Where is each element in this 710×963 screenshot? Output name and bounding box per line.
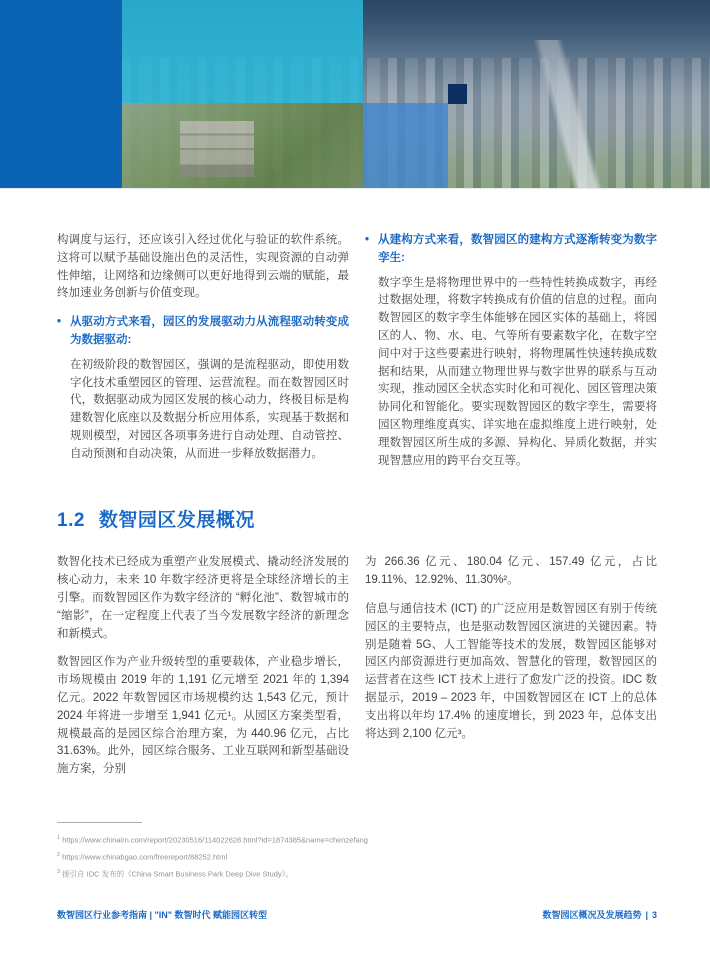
bullet-dot-icon: • [365, 234, 370, 246]
top-right-column [365, 232, 657, 481]
header-collage [0, 0, 710, 189]
section-paragraph-2: 数智园区作为产业升级转型的重要载体，产业稳步增长，市场规模由 2019 年的 1,191 亿元增至 2021 年的 1,394 亿元。2022 年数智园区市场规模约达 1,543 亿元，预计 2024 年将进一步增至 1,941 亿元¹。从园区方案类型看，规模最高的是园区综合治理方案，为 440.96 亿元，占比 31.63%。此外，园区综合服务、工业互联网和新型基础设施方案，分别 [57, 656, 350, 776]
section-left-column [57, 554, 349, 790]
footnote-2 [57, 848, 617, 865]
footnote-2-marker: 2 [57, 852, 61, 858]
footnote-divider [57, 822, 142, 823]
section-paragraph-3: 为 266.36 亿元、180.04 亿元、157.49 亿元，占比 19.11%、12.92%、11.30%²。 [365, 556, 657, 587]
footer-page-number: 3 [651, 909, 657, 920]
footer-chapter-label: 数智园区概况及发展趋势 [542, 910, 642, 920]
footnote-2-url[interactable]: https://www.chinabgao.com/freereport/88252.html [62, 852, 228, 862]
photo-greenery [122, 103, 363, 188]
bullet-driver-mode-body: 在初级阶段的数智园区，强调的是流程驱动，即使用数字化技术重塑园区的管理、运营流程。而在数智园区时代，数据驱动成为园区发展的核心动力，终极目标是构建数智化底座以及数据分析应用体系，实现基于数据和规则模型，对园区各项事务进行自动处理、自动管控、自动预测和自动决策，从而进一步释放数据潜力。 [70, 358, 349, 460]
bullet-driver-mode-label: 从驱动方式来看，园区的发展驱动力从流程驱动转变成为数据驱动: [70, 316, 349, 346]
bullet-driver-mode [57, 314, 349, 350]
photo-building [180, 121, 254, 177]
footnote-1-marker: 1 [57, 835, 61, 841]
footnote-3 [57, 865, 617, 882]
bullet-construction-mode-label: 从建构方式来看，数智园区的建构方式逐渐转变为数字孪生: [378, 234, 657, 264]
continuation-paragraph: 构调度与运行，还应该引入经过优化与验证的软件系统。这将可以赋予基础设施出色的灵活性，实现资源的自动弹性伸缩，让网络和边缘侧可以更好地得到云端的赋能，最终加速业务创新与价值变现。 [57, 234, 349, 300]
page-footer [57, 908, 657, 921]
footnote-3-marker: 3 [57, 869, 61, 875]
section-paragraph-4: 信息与通信技术 (ICT) 的广泛应用是数智园区有别于传统园区的主要特点，也是驱动数智园区演进的关键因素。特别是随着 5G、人工智能等技术的发展，数智园区能够对园区内部资源进行更加高效、智慧化的管理，数智园区的运营者在这些 ICT 技术上进行了愈发广泛的投资。IDC 数据显示，2019 – 2023 年，中国数智园区在 ICT 上的总体支出将以年均 17.4% 的速度增长，到 2023 年，总体支出将达到 2,100 亿元³。 [365, 602, 657, 740]
photo-overlay-cyan [122, 0, 363, 103]
footnote-1 [57, 831, 617, 848]
section-title: 数智园区发展概况 [98, 510, 255, 532]
section-paragraph-1: 数智化技术已经成为重塑产业发展模式、撬动经济发展的核心动力，未来 10 年数字经济更将是全球经济增长的主引擎。而数智园区作为数字经济的 “孵化池”、数智城市的 “缩影”，在一定程度上代表了当今发展数字经济的新理念和新模式。 [57, 556, 349, 640]
footer-separator: | [645, 909, 648, 920]
bullet-construction-mode [365, 232, 657, 268]
photo-overlay-light-blue [363, 103, 448, 188]
footnote-1-url[interactable]: https://www.chinairn.com/report/20230516/114022628.html?id=1874385&name=chenzefang [62, 835, 368, 845]
section-two-columns [57, 554, 657, 790]
bullet-construction-mode-body: 数字孪生是将物理世界中的一些特性转换成数字，再经过数据处理，将数字转换成有价值的信息的过程。面向数智园区的数字孪生体能够在园区实体的基础上，将园区的人、物、水、电、气等所有要素数字化，在数字空间中对于这些要素进行映射，将物理属性快速转换成数据和结果，从而建立物理世界与数字世界的联系与互动实现，推动园区全状态实时化和可视化、园区管理决策协同化和智能化。要实现数智园区的数字孪生，需要将园区物理维度真实、详实地在虚拟维度上进行映射，处理数智园区所生成的多源、异构化、异质化数据，并实现智慧应用的跨平台交互等。 [378, 276, 657, 467]
section-number: 1.2 [57, 510, 85, 532]
aerial-city-photo [122, 0, 710, 188]
footnote-3-text: 援引自 IDC 发布的《China Smart Business Park Deep Dive Study》。 [62, 869, 293, 879]
photo-overlay-navy-square [448, 84, 467, 104]
section-right-column [365, 554, 657, 790]
header-blue-block [0, 0, 122, 188]
footer-chapter-info [542, 908, 657, 921]
section-heading [57, 505, 657, 532]
top-two-columns [57, 232, 657, 481]
page-body [0, 232, 710, 790]
top-left-column [57, 232, 349, 481]
footer-guide-title: 数智园区行业参考指南 | "IN" 数智时代 赋能园区转型 [57, 910, 268, 920]
footnotes [57, 822, 617, 882]
bullet-dot-icon: • [57, 316, 62, 329]
